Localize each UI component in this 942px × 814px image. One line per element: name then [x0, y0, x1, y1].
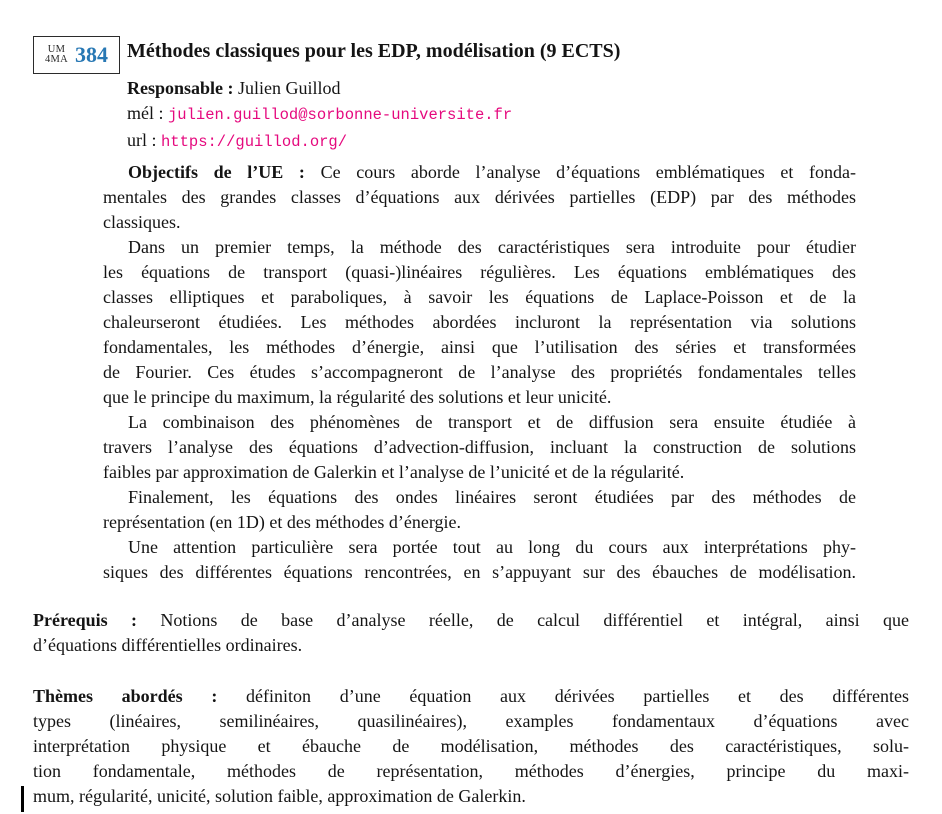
text-line: que le principe du maximum, la régularité des solutions et leur unicité. [103, 387, 612, 407]
paragraph [103, 160, 856, 235]
course-code-badge [33, 36, 120, 74]
text-line: travers l’analyse des équations d’advection-diffusion, incluant la construction de solutions [103, 437, 856, 457]
text-line: Dans un premier temps, la méthode des caractéristiques sera introduite pour étudier [128, 237, 856, 257]
course-code-bottom: 4MA [44, 54, 69, 65]
course-title: Méthodes classiques pour les EDP, modélisation (9 ECTS) [127, 40, 621, 62]
text-line: siques des différentes équations rencontrées, en s’appuyant sur des ébauches de modélisation. [103, 562, 856, 582]
text-line: mum, régularité, unicité, solution faible, approximation de Galerkin. [33, 786, 526, 806]
responsable-label: Responsable : [127, 78, 234, 98]
text-line: classes elliptiques et paraboliques, à savoir les équations de Laplace-Poisson et de la [103, 287, 856, 307]
email-link[interactable]: julien.guillod@sorbonne-universite.fr [168, 106, 513, 124]
text-line: fondamentales, les méthodes d’énergie, ainsi que l’utilisation des séries et transformées [103, 337, 856, 357]
text-line: mentales des grandes classes d’équations aux dérivées partielles (EDP) par des méthodes [103, 187, 856, 207]
themes-section [33, 684, 909, 809]
text-line: d’équations différentielles ordinaires. [33, 635, 303, 655]
course-number: 384 [75, 42, 109, 67]
prerequis-section [33, 608, 909, 658]
text-line: Finalement, les équations des ondes linéaires seront étudiées par des méthodes de [128, 487, 856, 507]
text-line: les équations de transport (quasi-)linéaires régulières. Les équations emblématiques des [103, 262, 856, 282]
text-line: représentation (en 1D) et des méthodes d’énergie. [103, 512, 462, 532]
text-line: Thèmes abordés : définiton d’une équation aux dérivées partielles et des différentes [33, 686, 909, 706]
text-line: chaleurseront étudiées. Les méthodes abordées incluront la représentation via solutions [103, 312, 856, 332]
text-line: Prérequis : Notions de base d’analyse réelle, de calcul différentiel et intégral, ainsi que [33, 610, 909, 630]
url-link[interactable]: https://guillod.org/ [161, 133, 348, 151]
text-line: La combinaison des phénomènes de transport et de diffusion sera ensuite étudiée à [128, 412, 856, 432]
email-line [127, 101, 512, 128]
text-line: types (linéaires, semilinéaires, quasilinéaires), examples fondamentaux d’équations avec [33, 711, 909, 731]
course-description [103, 160, 856, 585]
paragraph [103, 485, 856, 535]
text-line: Une attention particulière sera portée tout au long du cours aux interprétations phy- [128, 537, 856, 557]
text-line: faibles par approximation de Galerkin et l’analyse de l’unicité et de la régularité. [103, 462, 685, 482]
responsable-name: Julien Guillod [238, 78, 341, 98]
paragraph [103, 235, 856, 410]
course-code-top: UM [47, 44, 66, 55]
text-line: classiques. [103, 212, 181, 232]
text-line: Objectifs de l’UE : Ce cours aborde l’analyse d’équations emblématiques et fonda- [128, 162, 856, 182]
text-line: interprétation physique et ébauche de modélisation, méthodes des caractéristiques, solu- [33, 736, 909, 756]
responsable-line [127, 76, 512, 101]
url-label: url : [127, 130, 157, 150]
paragraph [103, 410, 856, 485]
url-line [127, 128, 512, 155]
email-label: mél : [127, 103, 164, 123]
text-line: de Fourier. Ces études s’accompagneront de l’analyse des propriétés fondamentales telles [103, 362, 856, 382]
margin-change-bar [21, 786, 24, 812]
text-line: tion fondamentale, méthodes de représentation, méthodes d’énergies, principe du maxi- [33, 761, 909, 781]
paragraph [103, 535, 856, 585]
course-code-mention [45, 45, 68, 65]
course-meta [127, 76, 512, 155]
